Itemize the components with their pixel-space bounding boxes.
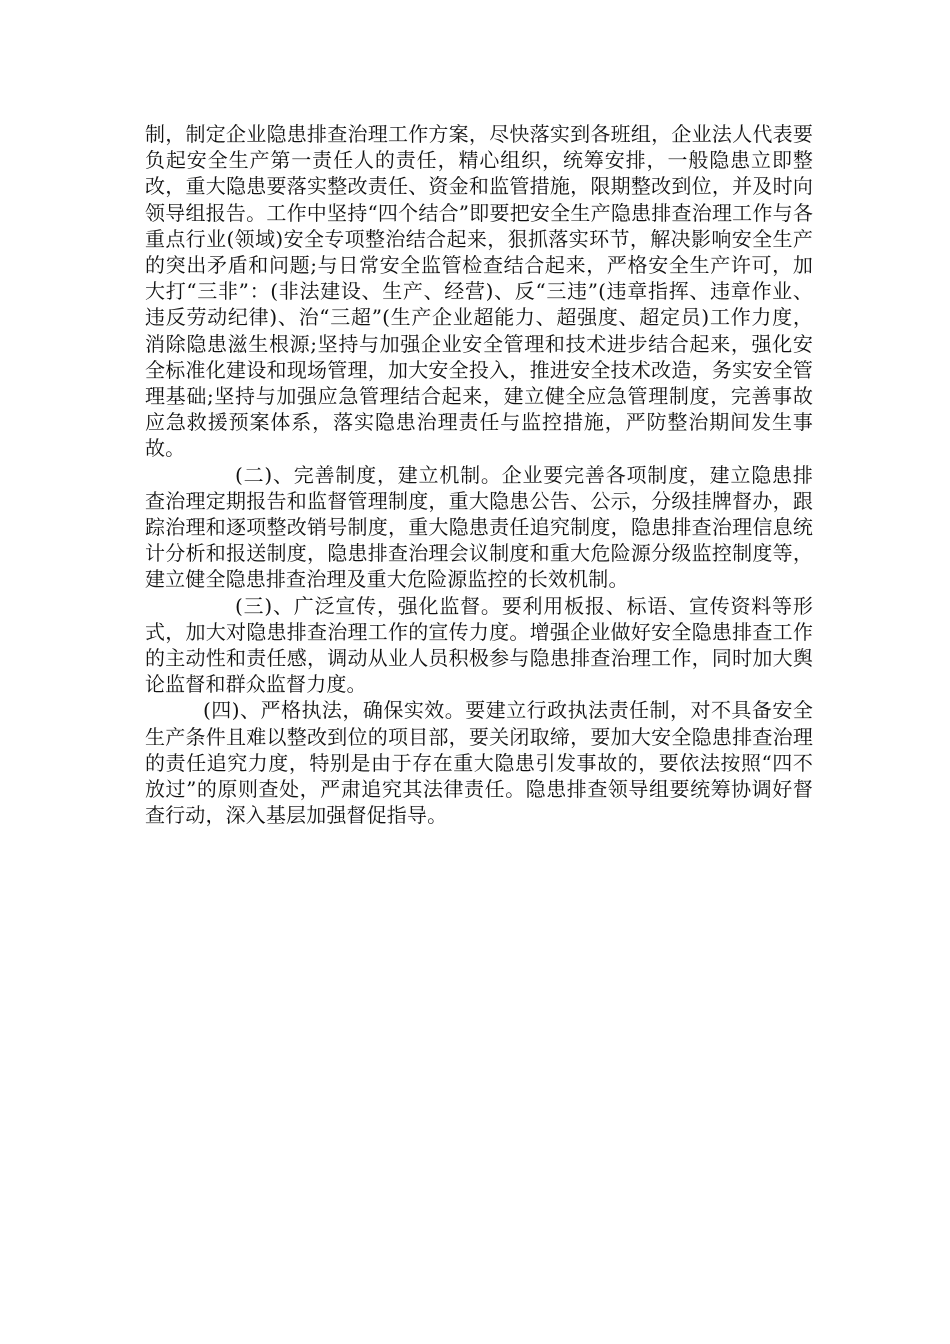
paragraph-section-4: (四)、严格执法，确保实效。要建立行政执法责任制，对不具备安全生产条件且难以整改到位的项目部，要关闭取缔，要加大安全隐患排查治理的责任追究力度，特别是由于存在重大隐患引发事故的，要依法按照“四不放过”的原则查处，严肃追究其法律责任。隐患排查领导组要统筹协调好督查行动，深入基层加强督促指导。 <box>145 698 813 828</box>
document-body <box>145 121 813 828</box>
paragraph-section-3: (三)、广泛宣传，强化监督。要利用板报、标语、宣传资料等形式，加大对隐患排查治理工作的宣传力度。增强企业做好安全隐患排查工作的主动性和责任感，调动从业人员积极参与隐患排查治理工作，同时加大舆论监督和群众监督力度。 <box>145 593 813 697</box>
paragraph-section-2: (二)、完善制度，建立机制。企业要完善各项制度，建立隐患排查治理定期报告和监督管理制度，重大隐患公告、公示，分级挂牌督办，跟踪治理和逐项整改销号制度，重大隐患责任追究制度，隐患排查治理信息统计分析和报送制度，隐患排查治理会议制度和重大危险源分级监控制度等，建立健全隐患排查治理及重大危险源监控的长效机制。 <box>145 462 813 592</box>
paragraph-continuation: 制，制定企业隐患排查治理工作方案，尽快落实到各班组，企业法人代表要负起安全生产第一责任人的责任，精心组织，统筹安排，一般隐患立即整改，重大隐患要落实整改责任、资金和监管措施，限期整改到位，并及时向领导组报告。工作中坚持“四个结合”即要把安全生产隐患排查治理工作与各重点行业(领域)安全专项整治结合起来，狠抓落实环节，解决影响安全生产的突出矛盾和问题;与日常安全监管检查结合起来，严格安全生产许可，加大打“三非”：(非法建设、生产、经营)、反“三违”(违章指挥、违章作业、违反劳动纪律)、治“三超”(生产企业超能力、超强度、超定员)工作力度，消除隐患滋生根源;坚持与加强企业安全管理和技术进步结合起来，强化安全标准化建设和现场管理，加大安全投入，推进安全技术改造，务实安全管理基础;坚持与加强应急管理结合起来，建立健全应急管理制度，完善事故应急救援预案体系，落实隐患治理责任与监控措施，严防整治期间发生事故。 <box>145 122 813 461</box>
